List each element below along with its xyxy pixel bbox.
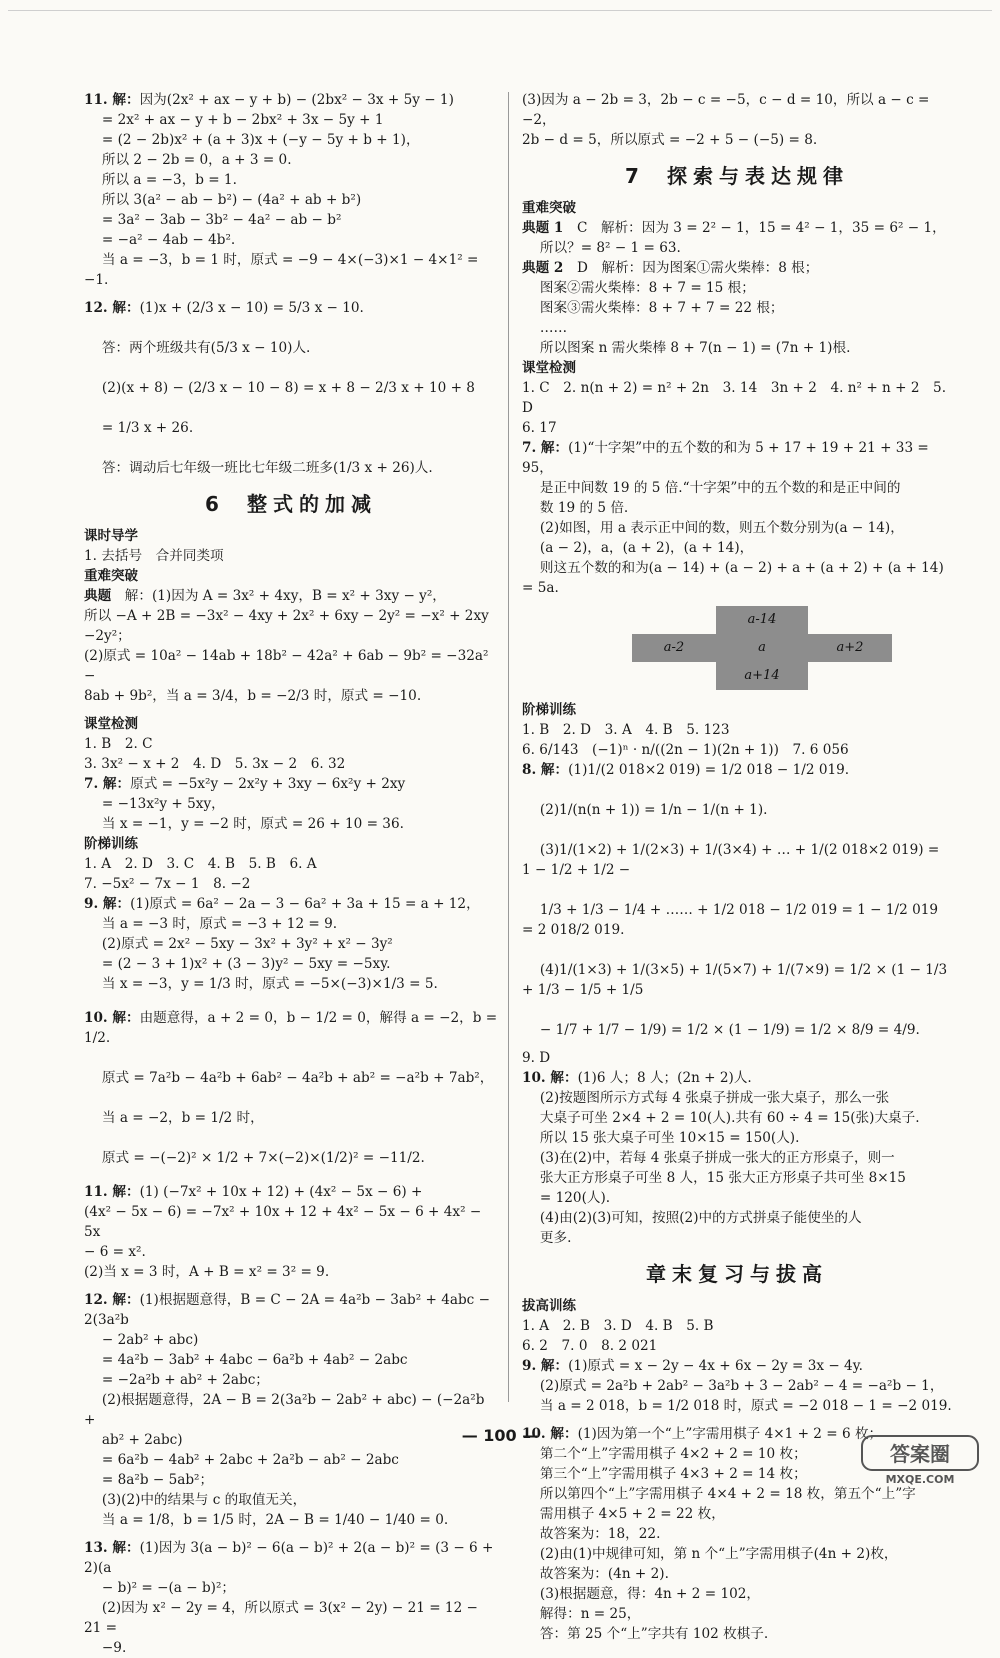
text-line: (3)(2)中的结果与 c 的取值无关， [84, 1492, 307, 1508]
subheading-class-check-2: 课堂检测 [522, 360, 576, 376]
text-line: = 2x² + ax − y + b − 2bx² + 3x − 5y + 1 [84, 112, 384, 128]
cross-right-cell: a+2 [808, 634, 892, 662]
text-line: 数 19 的 5 倍. [522, 500, 629, 516]
ladder-answers [84, 854, 498, 894]
q10r-block [522, 1068, 952, 1248]
subheading-ladder-2: 阶梯训练 [522, 702, 576, 718]
text-line: (2)根据题意得，2A − B = 2(3a²b − 2ab² + abc) − (−2a²b + [84, 1392, 489, 1428]
q10-label: 10. 解： [84, 1010, 140, 1026]
text-line: 7. −5x² − 7x − 1 8. −2 [84, 876, 251, 892]
text-line: (2)如图，用 a 表示正中间的数，则五个数分别为(a − 14)， [522, 520, 904, 536]
text-line: = 120(人). [522, 1190, 611, 1206]
ladder-answers-2 [522, 720, 952, 760]
text-line: − 2ab² + abc) [84, 1332, 199, 1348]
text-line: 原式 = −5x²y − 2x²y + 3xy − 6x²y + 2xy [130, 776, 406, 792]
text-line: (2)由(1)中规律可知，第 n 个“上”字需用棋子(4n + 2)枚， [522, 1546, 898, 1562]
text-line: = 3a² − 3ab − 3b² − 4a² − ab − b² [84, 212, 342, 228]
text-line: (2)1/(n(n + 1)) = 1/n − 1/(n + 1). [522, 802, 768, 818]
text-line: 故答案为：(4n + 2). [522, 1566, 669, 1582]
text-line: 图案③需火柴棒：8 + 7 + 7 = 22 根； [522, 300, 784, 316]
text-line: 大桌子可坐 2×4 + 2 = 10(人).共有 60 ÷ 4 = 15(张)大桌子. [522, 1110, 920, 1126]
text-line: −2y²； [84, 628, 131, 644]
text-line: (1)x + (2/3 x − 10) = 5/3 x − 10. [139, 300, 364, 316]
text-line: 6. 6/143 (−1)ⁿ · n/((2n − 1)(2n + 1)) 7. 6 056 [522, 742, 849, 758]
text-line: (2)原式 = 2x² − 5xy − 3x² + 3y² + x² − 3y² [84, 936, 393, 952]
text-line: 所以 2 − 2b = 0，a + 3 = 0. [84, 152, 292, 168]
text-line: 1/3 + 1/3 − 1/4 + …… + 1/2 018 − 1/2 019 = 1 − 1/2 019 = 2 018/2 019. [522, 902, 943, 938]
q10-block [84, 1008, 502, 1168]
cross-bottom-cell: a+14 [716, 662, 808, 690]
text-line: 答：调动后七年级一班比七年级二班多(1/3 x + 26)人. [84, 460, 433, 476]
text-line: 因为(2x² + ax − y + b) − (2bx² − 3x + 5y − 1) [139, 92, 454, 108]
text-line: (2)原式 = 10a² − 14ab + 18b² − 42a² + 6ab − 9b² = −32a² − [84, 648, 493, 684]
example1-block [522, 218, 952, 258]
text-line: (1)1/(2 018×2 019) = 1/2 018 − 1/2 019. [568, 762, 850, 778]
example2-block [522, 258, 952, 358]
subheading-ladder: 阶梯训练 [84, 836, 138, 852]
text-line: (2)按题图所示方式每 4 张桌子拼成一张大桌子，那么一张 [522, 1090, 890, 1106]
text-line: 答：第 25 个“上”字共有 102 枚棋子. [522, 1626, 769, 1642]
top-rule [8, 10, 992, 11]
text-line: = −a² − 4ab − 4b². [84, 232, 236, 248]
q12b-label: 12. 解： [84, 1292, 140, 1308]
text-line: 1. B 2. D 3. A 4. B 5. 123 [522, 722, 730, 738]
class-check-q7-label: 7. 解： [84, 776, 131, 792]
text-line: (4x² − 5x − 6) = −7x² + 10x + 12 + 4x² − 5x − 6 + 4x² − 5x [84, 1204, 486, 1240]
logo-site: MXQE.COM [885, 1473, 955, 1486]
text-line: 所以？= 8² − 1 = 63. [522, 240, 681, 256]
q12-label: 12. 解： [84, 300, 140, 316]
text-line: 所以 3(a² − ab − b²) − (4a² + ab + b²) [84, 192, 362, 208]
text-line: 2b − d = 5，所以原式 = −2 + 5 − (−5) = 8. [522, 132, 818, 148]
text-line: 6. 17 [522, 420, 557, 436]
text-line: (2)(x + 8) − (2/3 x − 10 − 8) = x + 8 − 2/3 x + 10 + 8 [84, 380, 475, 396]
text-line: 则这五个数的和为(a − 14) + (a − 2) + a + (a + 2) + (a + 14) = 5a. [522, 560, 949, 596]
text-line: (1) (−7x² + 10x + 12) + (4x² − 5x − 6) + [139, 1184, 423, 1200]
text-line: (1)原式 = 6a² − 2a − 3 − 6a² + 3a + 15 = a + 12， [130, 896, 480, 912]
q13-label: 13. 解： [84, 1540, 140, 1556]
text-line: 当 a = −3，b = 1 时，原式 = −9 − 4×(−3)×1 − 4×1² = −1. [84, 252, 483, 288]
text-line: 原式 = 7a²b − 4a²b + 6ab² − 4a²b + ab² = −a²b + 7ab²， [84, 1070, 494, 1086]
subheading-advanced: 拔高训练 [522, 1298, 576, 1314]
q9-label: 9. 解： [84, 896, 131, 912]
subheading-key-points: 重难突破 [84, 568, 138, 584]
page-number: — 100 — [461, 1426, 539, 1445]
q12-block [84, 298, 498, 478]
text-line: (2)原式 = 2a²b + 2ab² − 3a²b + 3 − 2ab² − 4 = −a²b − 1， [522, 1378, 944, 1394]
q8-label: 8. 解： [522, 762, 569, 778]
text-line: 1. B 2. C [84, 736, 153, 752]
text-line: 所以第四个“上”字需用棋子 4×4 + 2 = 18 枚，第五个“上”字 [522, 1486, 916, 1502]
text-line: 当 x = −3，y = 1/3 时，原式 = −5×(−3)×1/3 = 5. [84, 976, 438, 992]
text-line: − b)² = −(a − b)²； [84, 1580, 235, 1596]
example1-label: 典题 1 [522, 220, 564, 236]
q9-answer: 9. D [522, 1050, 551, 1066]
text-line: 张大正方形桌子可坐 8 人，15 张大正方形桌子共可坐 8×15 [522, 1170, 906, 1186]
text-line: 故答案为：18，22. [522, 1526, 661, 1542]
cross-figure [632, 606, 892, 690]
section-6-number: 6 [205, 492, 225, 516]
text-line: 所以 15 张大桌子可坐 10×15 = 150(人). [522, 1130, 800, 1146]
class-check-answers-2 [522, 378, 952, 438]
q10r-label: 10. 解： [522, 1070, 578, 1086]
chapter-review-title: 章末复习与拔高 [646, 1262, 828, 1286]
cross-top-cell: a-14 [716, 606, 808, 634]
text-line: (2)因为 x² − 2y = 4，所以原式 = 3(x² − 2y) − 21 = 12 − 21 = [84, 1600, 483, 1636]
text-line: = 4a²b − 3ab² + 4abc − 6a²b + 4ab² − 2abc [84, 1352, 408, 1368]
text-line: 所以图案 n 需火柴棒 8 + 7(n − 1) = (7n + 1)根. [522, 340, 851, 356]
subheading-class-check: 课堂检测 [84, 716, 138, 732]
text-line: 更多. [522, 1230, 572, 1246]
text-line: 当 a = −3 时，原式 = −3 + 12 = 9. [84, 916, 338, 932]
cross-left-cell: a-2 [632, 634, 716, 662]
q13-block [84, 1538, 498, 1658]
text-line: 原式 = −(−2)² × 1/2 + 7×(−2)×(1/2)² = −11/2. [84, 1150, 425, 1166]
text-line: (1)“十字架”中的五个数的和为 5 + 17 + 19 + 21 + 33 = 95， [522, 440, 934, 476]
column-divider [508, 92, 509, 1402]
text-line: 1. A 2. D 3. C 4. B 5. B 6. A [84, 856, 317, 872]
guide-answers: 1. 去括号 合并同类项 [84, 548, 224, 564]
class-check-answers [84, 734, 498, 774]
text-line: 所以 −A + 2B = −3x² − 4xy + 2x² + 6xy − 2y² = −x² + 2xy [84, 608, 489, 624]
class-check-q7-2 [522, 438, 952, 598]
q3-continuation [522, 90, 952, 150]
section-6-name: 整式的加减 [246, 492, 377, 516]
text-line: (a − 2)，a，(a + 2)，(a + 14)， [522, 540, 754, 556]
example2-label: 典题 2 [522, 260, 564, 276]
b9-block [522, 1356, 952, 1416]
section-7-number: 7 [625, 164, 645, 188]
text-line: 解：(1)因为 A = 3x² + 4xy，B = x² + 3xy − y²， [124, 588, 446, 604]
cross-center-cell: a [716, 634, 808, 662]
text-line: = (2 − 2b)x² + (a + 3)x + (−y − 5y + b + 1)， [84, 132, 420, 148]
text-line: 由题意得，a + 2 = 0，b − 1/2 = 0，解得 a = −2，b = 1/2. [84, 1010, 502, 1046]
text-line: (3)在(2)中，若每 4 张桌子拼成一张大的正方形桌子，则一 [522, 1150, 895, 1166]
watermark-logo [860, 1434, 980, 1486]
text-line: 答：两个班级共有(5/3 x − 10)人. [84, 340, 311, 356]
text-line: 所以 a = −3，b = 1. [84, 172, 237, 188]
section-7-title [522, 166, 952, 186]
text-line: = −2a²b + ab² + 2abc； [84, 1372, 269, 1388]
text-line: (4)由(2)(3)可知，按照(2)中的方式拼桌子能使坐的人 [522, 1210, 862, 1226]
text-line: (3)1/(1×2) + 1/(2×3) + 1/(3×4) + … + 1/(2 018×2 019) = 1 − 1/2 + 1/2 − [522, 842, 944, 878]
section-7-name: 探索与表达规律 [666, 164, 849, 188]
text-line: 第二个“上”字需用棋子 4×2 + 2 = 10 枚； [522, 1446, 807, 1462]
text-line: − 1/7 + 1/7 − 1/9) = 1/2 × (1 − 1/9) = 1/2 × 8/9 = 4/9. [522, 1022, 920, 1038]
text-line: 当 a = 1/8，b = 1/5 时，2A − B = 1/40 − 1/40 = 0. [84, 1512, 449, 1528]
text-line: 3. 3x² − x + 2 4. D 5. 3x − 2 6. 32 [84, 756, 346, 772]
text-line: = −13x²y + 5xy， [84, 796, 225, 812]
text-line: 是正中间数 19 的 5 倍.“十字架”中的五个数的和是正中间的 [522, 480, 901, 496]
text-line: = (2 − 3 + 1)x² + (3 − 3)y² − 5xy = −5xy. [84, 956, 391, 972]
b9-label: 9. 解： [522, 1358, 569, 1374]
class-check-q7 [84, 774, 498, 834]
text-line: D 解析：因为图案①需火柴棒：8 根； [576, 260, 819, 276]
logo-text: 答案圈 [890, 1442, 950, 1466]
text-line: 解得：n = 25， [522, 1606, 641, 1622]
q9-block [84, 894, 498, 994]
text-line: = 1/3 x + 26. [84, 420, 194, 436]
text-line: 8ab + 9b²，当 a = 3/4，b = −2/3 时，原式 = −10. [84, 688, 422, 704]
advanced-answers [522, 1316, 952, 1356]
text-line: 当 x = −1，y = −2 时，原式 = 26 + 10 = 36. [84, 816, 404, 832]
text-line: = 6a²b − 4ab² + 2abc + 2a²b − ab² − 2abc [84, 1452, 399, 1468]
text-line: (1)因为第一个“上”字需用棋子 4×1 + 2 = 6 枚； [577, 1426, 883, 1442]
text-line: 6. 2 7. 0 8. 2 021 [522, 1338, 658, 1354]
text-line: (1)6 人；8 人；(2n + 2)人. [577, 1070, 752, 1086]
text-line: ab² + 2abc) [84, 1432, 183, 1448]
subheading-guide: 课时导学 [84, 528, 138, 544]
text-line: 1. C 2. n(n + 2) = n² + 2n 3. 14 3n + 2 4. n² + n + 2 5. D [522, 380, 951, 416]
example-label: 典题 [84, 588, 112, 604]
class-check-q7-2-label: 7. 解： [522, 440, 569, 456]
section-6-title [84, 494, 498, 514]
text-line: − 6 = x². [84, 1244, 146, 1260]
text-line: (3)因为 a − 2b = 3，2b − c = −5，c − d = 10，所以 a − c = −2， [522, 92, 934, 128]
text-line: (3)根据题意，得：4n + 2 = 102， [522, 1586, 760, 1602]
text-line: (1)根据题意得，B = C − 2A = 4a²b − 3ab² + 4abc − 2(3a²b [84, 1292, 495, 1328]
q12b-block [84, 1290, 498, 1530]
text-line: C 解析：因为 3 = 2² − 1，15 = 4² − 1，35 = 6² − 1， [576, 220, 946, 236]
text-line: 当 a = 2 018，b = 1/2 018 时，原式 = −2 018 − 1 = −2 019. [522, 1398, 952, 1414]
text-line: = 8a²b − 5ab²； [84, 1472, 214, 1488]
text-line: 需用棋子 4×5 + 2 = 22 枚， [522, 1506, 725, 1522]
q11b-block [84, 1182, 498, 1282]
right-column [522, 90, 952, 1644]
q11b-label: 11. 解： [84, 1184, 140, 1200]
text-line: …… [522, 320, 568, 336]
text-line: (2)当 x = 3 时，A + B = x² = 3² = 9. [84, 1264, 330, 1280]
text-line: (1)因为 3(a − b)² − 6(a − b)² + 2(a − b)² = (3 − 6 + 2)(a [84, 1540, 498, 1576]
text-line: 1. A 2. B 3. D 4. B 5. B [522, 1318, 714, 1334]
text-line: −9. [84, 1640, 127, 1656]
text-line: (1)原式 = x − 2y − 4x + 6x − 2y = 3x − 4y. [568, 1358, 863, 1374]
q11-block [84, 90, 498, 290]
b10-label: 10. 解： [522, 1426, 578, 1442]
text-line: 图案②需火柴棒：8 + 7 = 15 根； [522, 280, 755, 296]
example-block [84, 586, 498, 706]
q11-label: 11. 解： [84, 92, 140, 108]
q8-block [522, 760, 952, 1040]
text-line: (4)1/(1×3) + 1/(3×5) + 1/(5×7) + 1/(7×9) = 1/2 × (1 − 1/3 + 1/3 − 1/5 + 1/5 [522, 962, 952, 998]
text-line: 第三个“上”字需用棋子 4×3 + 2 = 14 枚； [522, 1466, 807, 1482]
text-line: 当 a = −2，b = 1/2 时， [84, 1110, 264, 1126]
subheading-key-points-2: 重难突破 [522, 200, 576, 216]
